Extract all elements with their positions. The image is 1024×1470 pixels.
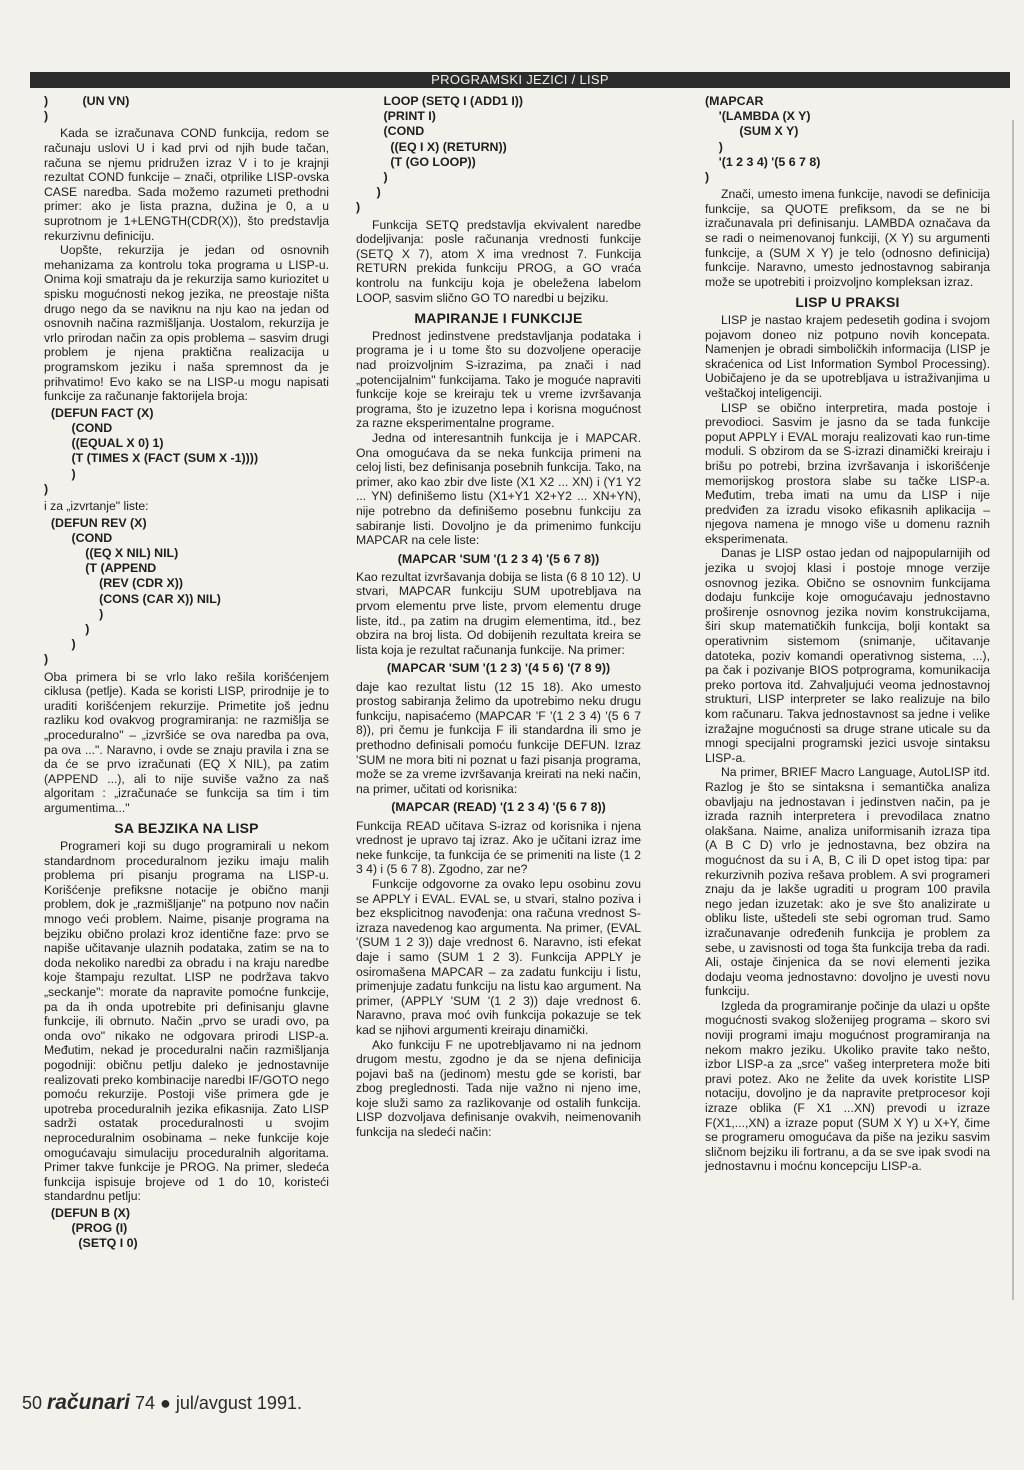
section-title: PROGRAMSKI JEZICI / LISP xyxy=(431,72,609,87)
column-1 xyxy=(44,94,329,1254)
heading-sa-bejzika: SA BEJZIKA NA LISP xyxy=(114,820,259,837)
code-block-rev: (DEFUN REV (X) (COND ((EQ X NIL) NIL) (T (APPEND (REV (CDR X)) (CONS (CAR X)) NIL) ) ) ) ) xyxy=(44,515,221,667)
code-line-mapcar-2: (MAPCAR 'SUM '(1 2 3) '(4 5 6) '(7 8 9)) xyxy=(386,661,611,676)
heading-lisp-u-praksi: LISP U PRAKSI xyxy=(795,294,900,311)
paragraph: Jedna od interesantnih funkcija je i MAPCAR. Ona omogućava da se neka funkcija primeni na celoj listi, bez definisanja posebnih funkcija. Tako, na primer, ako kao zbir dve liste (X1 X2 ... XN) i (Y1 Y2 ... YN) definišemo listu (X1+Y1 X2+Y2 ... XN+YN), nije potrebno da definišemo posebnu funkciju za sabiranje listi. Dovoljno je da primenimo funkciju MAPCAR na cele liste: xyxy=(356,430,641,548)
issue-date: jul/avgust 1991. xyxy=(175,1393,302,1413)
paragraph: Funkcije odgovorne za ovako lepu osobinu zovu se APPLY i EVAL. EVAL se, u stvari, stalno poziva i bez eksplicitnog navođenja: ona računa vrednost S-izraza navedenog kao argumenta. Na primer, (EVAL '(SUM 1 2 3)) daje vrednost 6. Naravno, isti efekat daje i samo (SUM 1 2 3). Funkcija APPLY je osiromašena MAPCAR – za zadatu funkciju i listu, primenjuje zadatu funkciju na listu kao argument. Na primer, (APPLY 'SUM '(1 2 3)) daje vrednost 6. Naravno, prava moć ovih funkcija pokazuje se tek kad se njihovi argumenti kreiraju dinamički. xyxy=(356,876,641,1037)
code-line-mapcar-3: (MAPCAR (READ) '(1 2 3 4) '(5 6 7 8)) xyxy=(391,800,606,815)
code-block-defun-b: (DEFUN B (X) (PROG (I) (SETQ I 0) xyxy=(50,1205,138,1251)
paragraph: Uopšte, rekurzija je jedan od osnovnih mehanizama za kontrolu toka programa u LISP-u. Onima koji smatraju da je rekurzija samo kuriozitet u spisku mogućnosti nekog jezika, ne preostaje ništa drugo nego da se naviknu na nju kao na jedan od osnovnih načina razmišljanja. Uostalom, rekurzija je vrlo prirodan način za opis problema – sasvim drugi problem je njena praktična realizacija u programskom jeziku i naša spremnost da je prihvatimo! Evo kako se na LISP-u mogu napisati funkcije za računanje faktorijela broja: xyxy=(44,243,329,404)
code-block-fact: (DEFUN FACT (X) (COND ((EQUAL X 0) 1) (T (TIMES X (FACT (SUM X -1)))) ) ) xyxy=(44,405,259,496)
code-block-loop: LOOP (SETQ I (ADD1 I)) (PRINT I) (COND ((EQ I X) (RETURN)) (T (GO LOOP)) ) ) ) xyxy=(356,94,524,215)
issue-number: 74 xyxy=(134,1393,155,1413)
paragraph: Funkcija READ učitava S-izraz od korisnika i njena vrednost je upravo taj izraz. Ako je učitani izraz ime neke funkcije, ta funkcija će se primeniti na liste (1 2 3 4) i (5 6 7 8). Zgodno, zar ne? xyxy=(356,818,641,877)
paragraph: Izgleda da programiranje počinje da ulazi u opšte mogućnosti svakog složenijeg programa – skoro svi noviji programi imaju mogućnost programiranja na nekom makro jeziku. Ukoliko pravite tako nešto, izbor LISP-a za „srce" vašeg interpretera može biti pravi potez. Ako ne želite da uvek koristite LISP notaciju, dovoljno je da napravite pretprocesor koji izraze oblika (F X1 ...XN) prevodi u izraze F(X1,...,XN) a izraze poput (SUM X Y) u X+Y, čime se programeru omogućava da piše na jeziku sasvim sličnom bejziku ili fortranu, a da se sve ipak svodi na jednostavnu i moćnu koncepciju LISP-a. xyxy=(705,998,990,1174)
paragraph: LISP je nastao krajem pedesetih godina i svojom pojavom doneo niz potpuno novih koncepata. Namenjen je obradi simboličkih informacija (LISP je skraćenica od List Information Symbol Processing). Uobičajeno je da se upotrebljava u istraživanjima u veštačkoj inteligenciji. xyxy=(705,312,990,400)
page-edge-rule xyxy=(1012,120,1014,1300)
paragraph: Kao rezultat izvršavanja dobija se lista (6 8 10 12). U stvari, MAPCAR funkciju SUM upotrebljava na prvom elementu prve liste, prvom elementu druge liste, itd., pa zatim na drugim elementima, itd., bez obzira na broj lista. Od dobijenih rezultata kreira se lista koja je rezultat računanja funkcije. Na primer: xyxy=(356,569,641,657)
paragraph: Ako funkciju F ne upotrebljavamo ni na jednom drugom mestu, zgodno je da se njena definicija pojavi baš na (jedinom) mestu gde se koristi, bar zbog preglednosti. Tada nije važno ni njeno ime, koje služi samo za razlikovanje od ostalih funkcija. LISP dozvoljava definisanje ovakvih, neimenovanih funkcija na sledeći način: xyxy=(356,1037,641,1140)
bullet-icon: ● xyxy=(159,1393,171,1413)
paragraph: Na primer, BRIEF Macro Language, AutoLISP itd. Razlog je što se sintaksna i semantička analiza obavljaju na jednostavan i jedinstven način, pa je izrada raznih interpretera i prevodilaca znatno olakšana. Naime, analiza uniformisanih izraza tipa (A B C D) vrlo je jednostavna, bez obzira na mogućnost da su i A, B, C ili D opet istog tipa: par rekurzivnih poziva rešava problem. A svi programeri znaju da je lakše ugraditi u program 100 pravila nego jedan izuzetak: ako je sve što analizirate u obliku liste, uštedeli ste sebi ogroman trud. Samo izračunavanje određenih funkcija je problem za sebe, u zavisnosti od toga šta funkcija treba da radi. Ali, ostaje činjenica da se novi elementi jezika dodaju veoma jednostavno: dovoljno je uvesti novu funkciju. xyxy=(705,765,990,999)
paragraph: Oba primera bi se vrlo lako rešila korišćenjem ciklusa (petlje). Kada se koristi LISP, prirodnije je to uraditi korišćenjem rekurzije. Primetite još jednu razliku kod ovakvog programiranja: ne razmišlja se „proceduralno" – „izvršiće se ova naredba pa ova, pa ova ...". Naravno, i ovde se znaju pravila i zna se da će se prvo izračunati (EQ X NIL), pa zatim (APPEND ...), ali to nije suviše važno za naš algoritam : „izračunaće se funkcija sa tim i tim argumentima..." xyxy=(44,669,329,815)
page-footer xyxy=(22,1391,302,1415)
paragraph: Funkcija SETQ predstavlja ekvivalent naredbe dodeljivanja: posle računanja vrednosti funkcije (SETQ X 7), atom X ima vrednost 7. Funkcija RETURN prekida funkciju PROG, a GO vraća kontrolu na funkciju koja je obeležena labelom LOOP, sasvim slično GO TO naredbi u bejziku. xyxy=(356,217,641,305)
paragraph: Danas je LISP ostao jedan od najpopularnijih od jezika u svojoj klasi i postoje mnoge verzije osnovnog jezika. Obično se osnovnim funkcijama dodaju funkcije koje omogućavaju jednostavno proširenje osnovnog jezika novim konstrukcijama, širi skup matematičkih funkcija, bolji kontakt sa operativnim sistemom (snimanje, učitavanje datoteka, poziv komandi operativnog sistema, ...), pa čak i pozivanje BIOS potprograma, komunikacija preko portova itd. Zahvaljujući veoma jednostavnoj strukturi, LISP interpreter se lako realizuje na bilo kom računaru. Takva jednostavnost sa jedne i velike izražajne mogućnosti sa druge strane uticale su da mnogi specijalni programski jezici usvoje sintaksu LISP-a. xyxy=(705,546,990,765)
paragraph: i za „izvrtanje" liste: xyxy=(44,498,149,513)
heading-mapiranje: MAPIRANJE I FUNKCIJE xyxy=(414,310,583,327)
paragraph: daje kao rezultat listu (12 15 18). Ako umesto prostog sabiranja želimo da upotrebimo neku drugu funkciju, napisaćemo (MAPCAR 'F '(1 2 3 4) '(5 6 7 8)), pri čemu je funkcija F ili standardna ili smo je prethodno definisali pomoću funkcije DEFUN. Izraz 'SUM ne mora biti ni poznat u fazi pisanja programa, može se za vreme izvršavanja kreirati na neki način, na primer, učitati od korisnika: xyxy=(356,679,641,796)
section-header-bar xyxy=(30,72,1010,88)
code-line-mapcar-1: (MAPCAR 'SUM '(1 2 3 4) '(5 6 7 8)) xyxy=(397,551,600,566)
magazine-brand: računari xyxy=(47,1391,130,1414)
paragraph: Znači, umesto imena funkcije, navodi se definicija funkcije, sa QUOTE prefiksom, da se ne bi izračunavala pri definisanju. LAMBDA označava da se radi o neimenovanoj funkciji, (X Y) su argumenti funkcije, a (SUM X Y) je telo (odnosno definicija) funkcije. Naravno, umesto jednostavnog sabiranja može se upotrebiti i proizvoljno kompleksan izraz. xyxy=(705,187,990,289)
code-block-un-vn: ) (UN VN) ) xyxy=(44,94,130,124)
code-block-lambda: (MAPCAR '(LAMBDA (X Y) (SUM X Y) ) '(1 2 3 4) '(5 6 7 8) ) xyxy=(705,94,821,185)
paragraph: LISP se obično interpretira, mada postoje i prevodioci. Sasvim je jasno da se tada funkcije poput APPLY i EVAL moraju realizovati kao run-time moduli. S obzirom da se S-izrazi dinamički kreiraju i brišu po potrebi, brzina izvršavanja i iskorišćenje memorijskog prostora slabe su tačke LISP-a. Međutim, treba imati na umu da LISP i nije predviđen za izradu visoko efikasnih aplikacija – njegova namena je mnogo više u domenu raznih eksperimenata. xyxy=(705,400,990,546)
paragraph: Kada se izračunava COND funkcija, redom se računaju uslovi U i kad prvi od njih bude tačan, računa se njemu pridružen izraz V i to je krajnji rezultat COND funkcije – znači, otprilike LISP-ovska CASE naredba. Sada možemo razumeti prethodni primer: ako je lista prazna, dužina je 0, a u suprotnom je 1+LENGTH(CDR(X)), što predstavlja rekurzivnu definiciju. xyxy=(44,126,329,243)
paragraph: Programeri koji su dugo programirali u nekom standardnom proceduralnom jeziku imaju malih problema pri pisanju programa na LISP-u. Korišćenje prefiksne notacije je obično manji problem, dok je „razmišljanje" na potpuno nov način mnogo veći problem. Naime, pisanje programa na bejziku obično prolazi kroz identične faze: prvo se napiše učitavanje ulaznih podataka, zatim se na to doda nekoliko naredbi za obradu i na kraju naredbe koje štampaju rezultat. LISP ne podržava takvo „seckanje": morate da napravite pomoćne funkcije, pa da ih onda upotrebite pri definisanju glavne funkcije, ili obrnuto. Način „prvo se uradi ovo, pa onda ovo" nikako ne odgovara prirodi LISP-a. Međutim, nekad je proceduralni način razmišljanja pogodniji: običnu petlju daleko je jednostavnije realizovati preko kombinacije naredbi IF/GOTO nego pomoću rekurzije. Postoji više primera gde je upotreba proceduralnih jezika efikasnija. Zato LISP sadrži ostatak proceduralnosti u svojim neproceduralnim osobinama – neke funkcije koje omogućavaju simulaciju proceduralnih algoritama. Primer takve funkcije je PROG. Na primer, sledeća funkcija ispisuje brojeve od 1 do 10, koristeći standardnu petlju: xyxy=(44,839,329,1204)
page-number: 50 xyxy=(22,1393,43,1413)
column-3 xyxy=(705,94,990,1174)
column-2 xyxy=(356,94,641,1140)
paragraph: Prednost jedinstvene predstavljanja podataka i programa je i u tome što su dozvoljene operacije nad proizvoljnim S-izrazima, pa znači i nad „potencijalnim" funkcijama. Tako je moguće napraviti funkcije koje se kreiraju tek u vreme izvršavanja programa, što je izuzetno lepa i korisna mogućnost za razne eksperimentalne programe. xyxy=(356,328,641,431)
